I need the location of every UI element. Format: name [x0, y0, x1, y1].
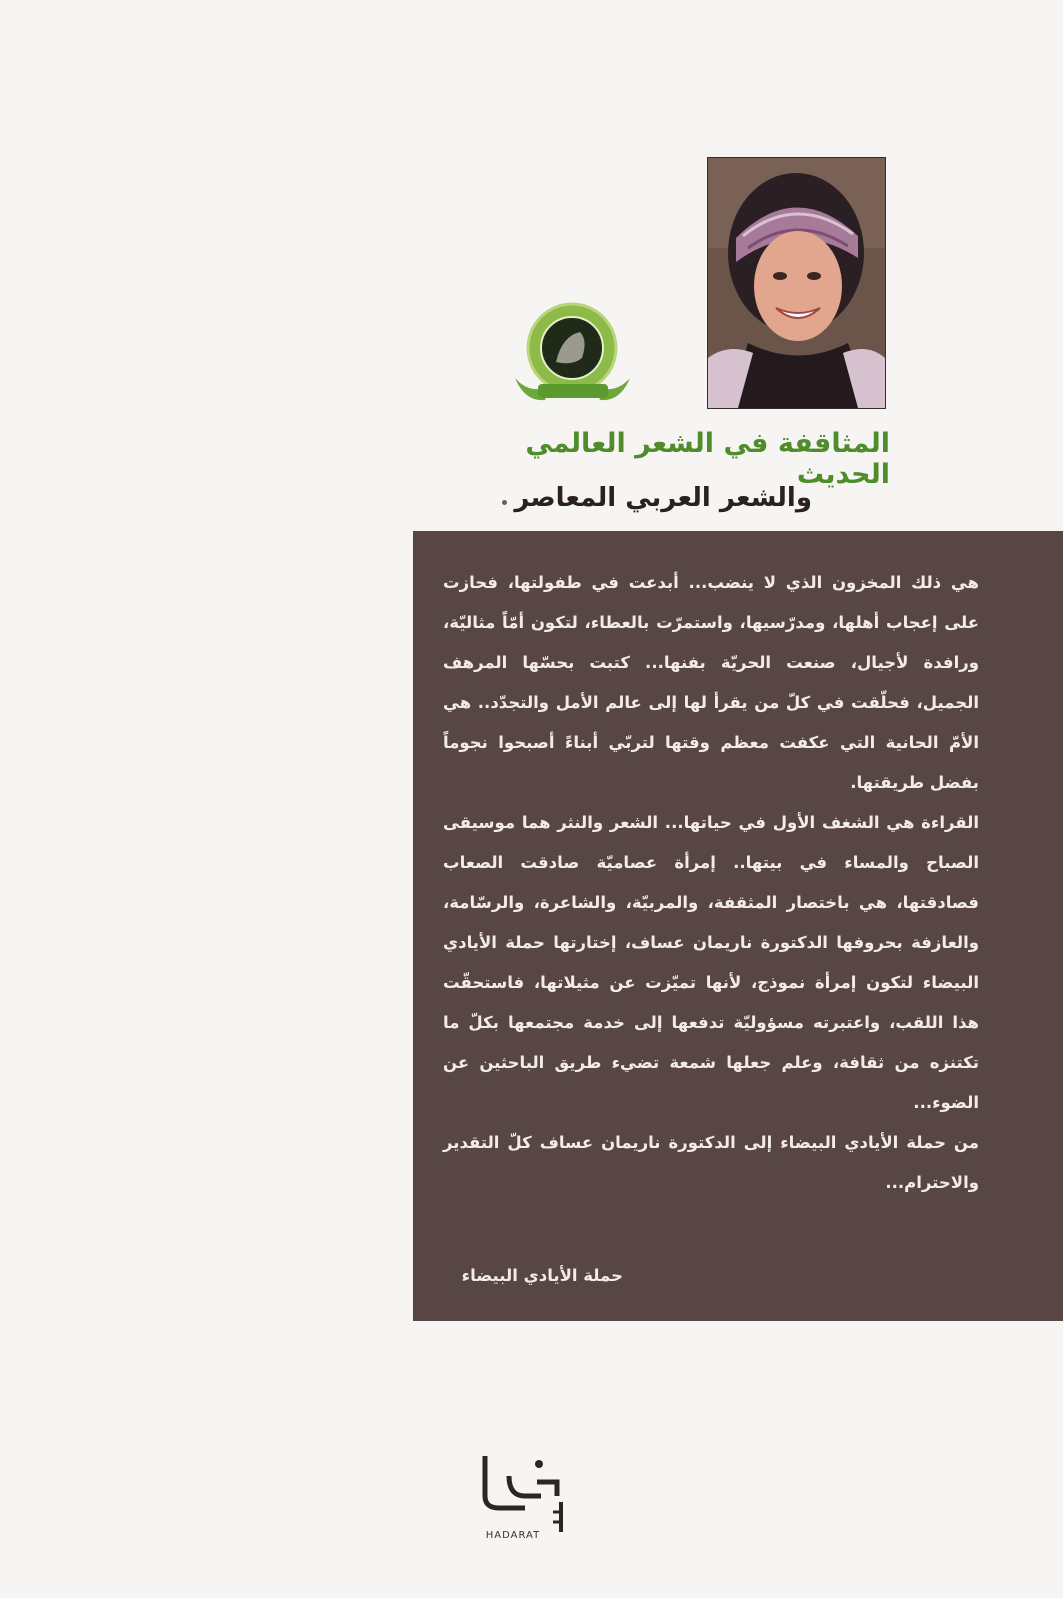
publisher-logo-mark	[465, 1446, 585, 1532]
blurb-paragraph: من حملة الأيادي البيضاء إلى الدكتورة ناريمان عساف كلّ التقدير والاحترام...	[443, 1133, 979, 1192]
decorative-dot	[502, 500, 507, 505]
publisher-name: HADARAT	[485, 1530, 541, 1541]
author-portrait	[707, 157, 886, 409]
campaign-seal	[510, 300, 635, 408]
blurb-panel	[413, 531, 1063, 1321]
blurb-paragraph: القراءة هي الشغف الأول في حياتها... الشعر والنثر هما موسيقى الصباح والمساء في بيتها.. إمرأة عصاميّة صادقت الصعاب فصادقتها، هي باختصار المثقفة، والمربيّة، والشاعرة، والرسّامة، والعازفة بحروفها الدكتورة ناريمان عساف، إختارتها حملة الأيادي البيضاء لتكون إمرأة نموذج، لأنها تميّزت عن مثيلاتها، فاستحقّت هذا اللقب، واعتبرته مسؤوليّة تدفعها إلى خدمة مجتمعها بكلّ ما تكتنزه من ثقافة، وعلم جعلها شمعة تضيء طريق الباحثين عن الضوء...	[443, 813, 979, 1112]
blurb-signature: حملة الأيادي البيضاء	[461, 1266, 623, 1285]
book-title-line-2: والشعر العربي المعاصر	[514, 483, 812, 513]
blurb-text	[443, 563, 979, 1203]
publisher-logo	[465, 1446, 585, 1556]
book-title-line-1: المثاقفة في الشعر العالمي الحديث	[525, 428, 890, 490]
blurb-paragraph: هي ذلك المخزون الذي لا ينضب... أبدعت في طفولتها، فحازت على إعجاب أهلها، ومدرّسيها، واستمرّت بالعطاء، لتكون أمّاً مثاليّة، ورافدة لأجيال، صنعت الحريّة بفنها... كتبت بحسّها المرهف الجميل، فحلّقت في كلّ من يقرأ لها إلى عالم الأمل والتجدّد.. هي الأمّ الحانية التي عكفت معظم وقتها لتربّي أبناءً أصبحوا نجوماً بفضل طريقتها.	[443, 573, 979, 792]
